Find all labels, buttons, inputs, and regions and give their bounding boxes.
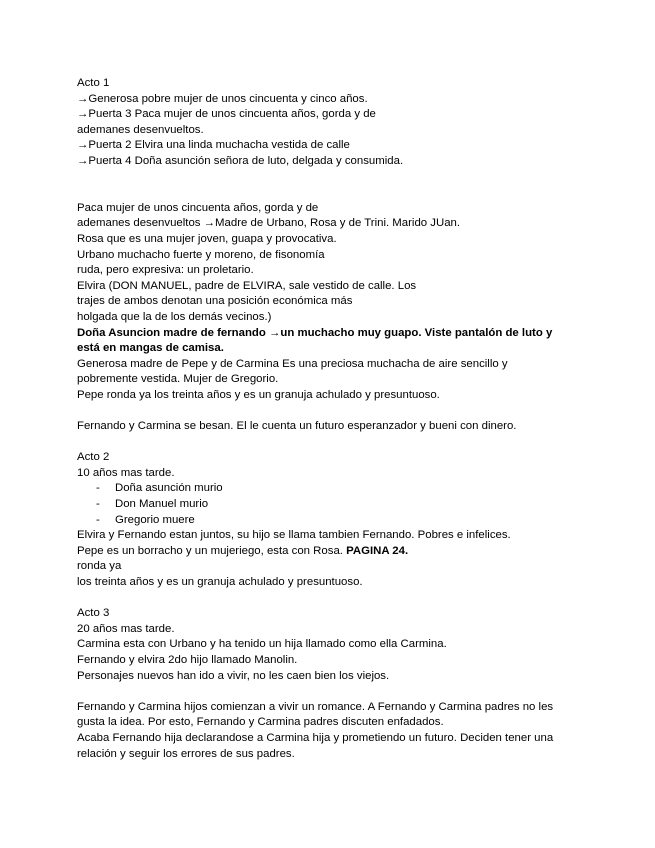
character-line: Generosa madre de Pepe y de Carmina Es una preciosa muchacha de aire sencillo y [77, 357, 508, 370]
acto3-line: relación y seguir los errores de sus padres. [77, 747, 295, 760]
dash-bullet: - [96, 482, 100, 495]
acto2-line [77, 544, 582, 560]
dash-bullet: - [96, 498, 100, 511]
acto3-line: Personajes nuevos han ido a vivir, no les caen bien los viejos. [77, 669, 390, 682]
pepe-text: Pepe es un borracho y un mujeriego, esta con Rosa. [77, 544, 347, 557]
spacer [77, 435, 582, 451]
character-line: Pepe ronda ya los treinta años y es un granuja achulado y presuntuoso. [77, 388, 440, 401]
list-item [77, 513, 582, 529]
list-item-text: Gregorio muere [115, 513, 195, 526]
character-line: holgada que la de los demás vecinos.) [77, 310, 272, 323]
spacer [77, 170, 582, 201]
acto3-subheading: 20 años mas tarde. [77, 622, 175, 635]
acto2-line: ronda ya [77, 560, 122, 573]
acto2-subheading: 10 años mas tarde. [77, 466, 175, 479]
acto3-line: Carmina esta con Urbano y ha tenido un hija llamado como ella Carmina. [77, 638, 447, 651]
spacer [77, 403, 582, 419]
character-line: Elvira (DON MANUEL, padre de ELVIRA, sale vestido de calle. Los [77, 279, 417, 292]
character-line: ademanes desenvueltos →Madre de Urbano, Rosa y de Trini. Marido JUan. [77, 217, 461, 230]
acto1-heading: Acto 1 [77, 77, 110, 89]
list-item-text: Doña asunción murio [115, 482, 223, 495]
list-item [77, 497, 582, 513]
spacer [77, 591, 582, 607]
acto3-heading: Acto 3 [77, 607, 110, 620]
acto1-line: →Puerta 3 Paca mujer de unos cincuenta años, gorda y de [77, 108, 376, 121]
acto2-line: Elvira y Fernando estan juntos, su hijo se llama tambien Fernando. Pobres e infelices. [77, 529, 511, 542]
acto2-heading: Acto 2 [77, 451, 110, 464]
acto1-line: →Puerta 2 Elvira una linda muchacha vestida de calle [77, 139, 350, 152]
document-page [77, 76, 582, 762]
character-line: Urbano muchacho fuerte y moreno, de fisonomía [77, 248, 325, 261]
list-item [77, 481, 582, 497]
acto1-line: →Generosa pobre mujer de unos cincuenta y cinco años. [77, 92, 368, 105]
page-reference: PAGINA 24. [346, 544, 409, 557]
acto3-line: Acaba Fernando hija declarandose a Carmina hija y prometiendo un futuro. Deciden tener una [77, 731, 554, 744]
dash-bullet: - [96, 513, 100, 526]
character-line: trajes de ambos denotan una posición económica más [77, 295, 353, 308]
list-item-text: Don Manuel murio [115, 498, 209, 511]
bold-character-line: está en mangas de camisa. [77, 342, 224, 355]
deaths-list [77, 481, 582, 528]
kiss-line: Fernando y Carmina se besan. El le cuenta un futuro esperanzador y bueni con dinero. [77, 420, 517, 433]
acto2-line: los treinta años y es un granuja achulado y presuntuoso. [77, 576, 363, 588]
bold-character-line: Doña Asuncion madre de fernando →un muchacho muy guapo. Viste pantalón de luto y [77, 326, 553, 339]
character-line: Paca mujer de unos cincuenta años, gorda y de [77, 201, 319, 214]
character-line: pobremente vestida. Mujer de Gregorio. [77, 373, 279, 386]
character-line: Rosa que es una mujer joven, guapa y provocativa. [77, 232, 337, 245]
acto3-line: Fernando y Carmina hijos comienzan a vivir un romance. A Fernando y Carmina padres no les [77, 700, 554, 713]
spacer [77, 684, 582, 700]
acto1-line: →Puerta 4 Doña asunción señora de luto, delgada y consumida. [77, 154, 404, 167]
acto1-line: ademanes desenvueltos. [77, 123, 204, 136]
acto3-line: gusta la idea. Por esto, Fernando y Carmina padres discuten enfadados. [77, 716, 444, 729]
acto3-line: Fernando y elvira 2do hijo llamado Manolin. [77, 653, 298, 666]
character-line: ruda, pero expresiva: un proletario. [77, 264, 254, 277]
